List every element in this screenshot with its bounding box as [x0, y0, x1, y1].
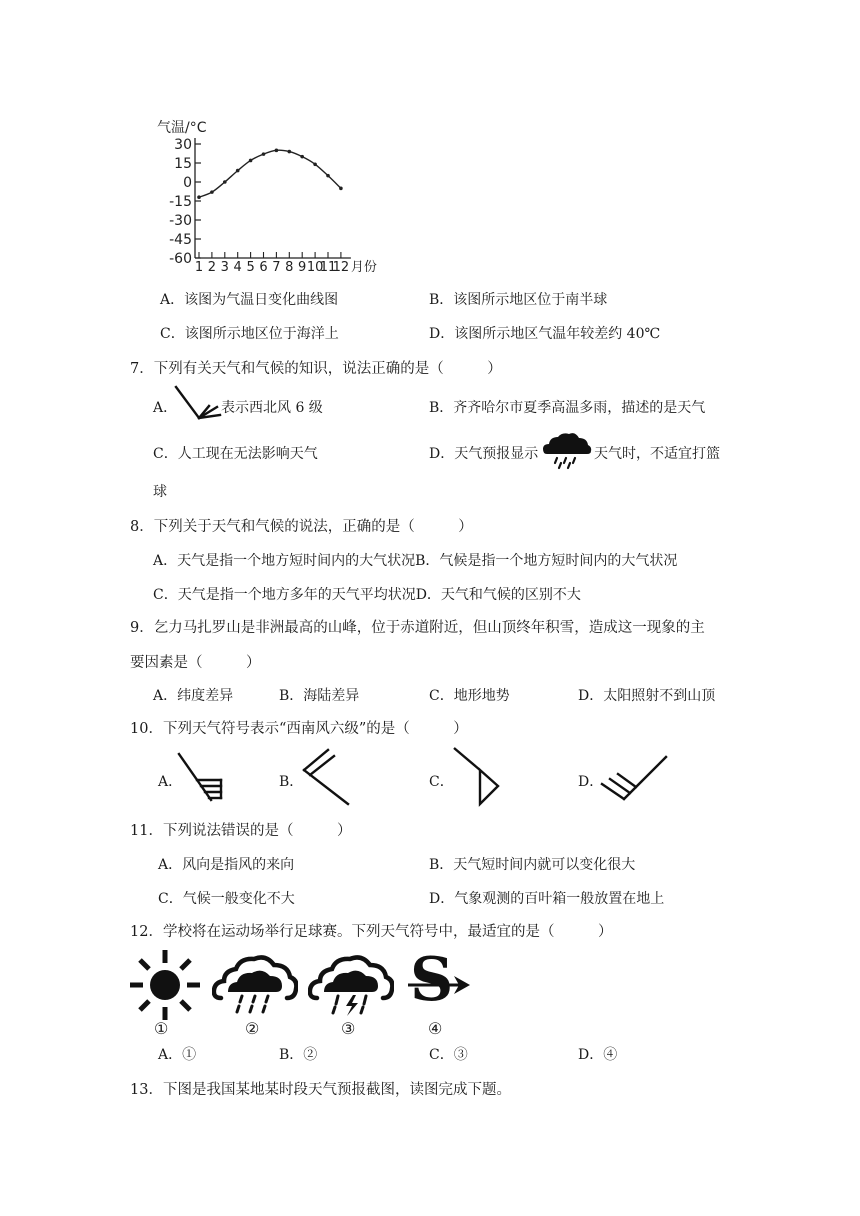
x-tick-label: 9 — [298, 260, 307, 275]
temperature-point — [249, 159, 253, 163]
q7-option-c: C．人工现在无法影响天气 — [153, 446, 318, 462]
temperature-chart — [145, 118, 405, 278]
q9-option-a: A．纬度差异 — [153, 688, 234, 704]
q12-option-c: C．③ — [429, 1047, 468, 1063]
q7-option-a-prefix: A． — [153, 400, 178, 416]
sandstorm-arrow-icon — [404, 945, 474, 1018]
q11-option-a: A．风向是指风的来向 — [158, 857, 295, 873]
q13-stem: 13．下图是我国某地某时段天气预报截图，读图完成下题。 — [130, 1082, 511, 1098]
wind-symbol-d-icon — [598, 754, 668, 804]
temperature-point — [223, 180, 227, 184]
x-axis-label: 月份 — [350, 260, 377, 275]
temperature-series-line — [199, 150, 341, 197]
temperature-point — [275, 149, 279, 153]
q12-symbol-label-4: ④ — [428, 1019, 443, 1038]
q12-stem: 12．学校将在运动场举行足球赛。下列天气符号中，最适宜的是（ ） — [130, 924, 613, 940]
temperature-point — [262, 152, 266, 156]
temperature-point — [339, 187, 343, 191]
x-tick-label: 6 — [259, 260, 268, 275]
q12-symbol-label-3: ③ — [341, 1019, 356, 1038]
x-tick-label: 4 — [233, 260, 242, 275]
y-tick-label: 15 — [174, 156, 192, 172]
q11-stem: 11．下列说法错误的是（ ） — [130, 823, 352, 839]
q6-option-d: D．该图所示地区气温年较差约 40℃ — [429, 326, 661, 342]
thunderstorm-icon — [308, 952, 394, 1018]
q7-option-a-text: 表示西北风 6 级 — [221, 400, 323, 416]
q11-option-b: B．天气短时间内就可以变化很大 — [429, 857, 636, 873]
rain-cloud-icon — [541, 432, 593, 470]
y-tick-label: -60 — [169, 251, 192, 267]
y-tick-label: -15 — [169, 194, 192, 210]
q12-option-d: D．④ — [578, 1047, 618, 1063]
q11-option-d: D．气象观测的百叶箱一般放置在地上 — [429, 891, 665, 907]
y-axis-label: 气温/°C — [157, 120, 207, 136]
wind-symbol-a-icon — [175, 748, 225, 808]
temperature-point — [210, 190, 214, 194]
x-tick-label: 3 — [220, 260, 229, 275]
q6-option-b: B．该图所示地区位于南半球 — [429, 292, 608, 308]
y-tick-label: -30 — [169, 213, 192, 229]
q7-option-b: B．齐齐哈尔市夏季高温多雨，描述的是天气 — [429, 400, 706, 416]
q12-symbol-label-2: ② — [245, 1019, 260, 1038]
x-tick-label: 2 — [207, 260, 217, 275]
q12-symbol-label-1: ① — [154, 1019, 169, 1038]
q10-option-c-label: C． — [429, 774, 454, 790]
q11-option-c: C．气候一般变化不大 — [158, 891, 295, 907]
y-tick-label: 0 — [183, 175, 192, 191]
temperature-point — [326, 174, 330, 178]
q9-stem-line2: 要因素是（ ） — [130, 655, 261, 671]
q7-option-d-suffix: 天气时，不适宜打篮 — [594, 446, 720, 462]
q8-stem: 8．下列关于天气和气候的说法，正确的是（ ） — [130, 519, 473, 535]
sandstorm-icon — [404, 945, 474, 1018]
q7-stem: 7．下列有关天气和气候的知识，说法正确的是（ ） — [130, 361, 502, 377]
temperature-point — [300, 155, 304, 159]
y-tick-label: 30 — [174, 137, 192, 153]
q6-option-c: C．该图所示地区位于海洋上 — [160, 326, 339, 342]
x-tick-label: 10 — [306, 260, 324, 275]
q8-options-ab: A．天气是指一个地方短时间内的大气状况B．气候是指一个地方短时间内的大气状况 — [153, 553, 678, 569]
q8-options-cd: C．天气是指一个地方多年的天气平均状况D．天气和气候的区别不大 — [153, 587, 581, 603]
wind-symbol-c-icon — [450, 744, 502, 810]
q9-option-b: B．海陆差异 — [279, 688, 360, 704]
x-tick-label: 1 — [194, 260, 204, 275]
q12-option-a: A．① — [158, 1047, 197, 1063]
temperature-point — [236, 169, 240, 173]
temperature-point — [288, 150, 292, 154]
q10-option-d-label: D． — [578, 774, 604, 790]
q9-option-d: D．太阳照射不到山顶 — [578, 688, 716, 704]
q12-option-b: B．② — [279, 1047, 318, 1063]
q7-option-d-prefix: D．天气预报显示 — [429, 446, 539, 462]
x-tick-label: 7 — [272, 260, 281, 275]
q10-option-b-label: B． — [279, 774, 304, 790]
x-tick-label: 11 — [319, 260, 337, 275]
wind-symbol-b-icon — [296, 746, 352, 808]
sunny-icon — [128, 948, 202, 1022]
y-tick-label: -45 — [169, 232, 192, 248]
temperature-point — [313, 162, 317, 166]
temperature-point — [197, 195, 201, 199]
q6-option-a: A．该图为气温日变化曲线图 — [160, 292, 339, 308]
q10-option-a-label: A． — [158, 774, 183, 790]
x-tick-label: 8 — [285, 260, 294, 275]
q7-option-d-wrap: 球 — [153, 484, 167, 500]
x-tick-label: 12 — [332, 260, 350, 275]
heavy-rain-icon — [212, 952, 298, 1018]
x-tick-label: 5 — [246, 260, 255, 275]
q9-stem-line1: 9．乞力马扎罗山是非洲最高的山峰，位于赤道附近，但山顶终年积雪，造成这一现象的主 — [130, 620, 705, 636]
sandstorm-s-glyph: S — [410, 945, 454, 1015]
q9-option-c: C．地形地势 — [429, 688, 510, 704]
wind-symbol-northwest-6-icon — [173, 384, 223, 426]
q10-stem: 10．下列天气符号表示“西南风六级”的是（ ） — [130, 721, 468, 737]
